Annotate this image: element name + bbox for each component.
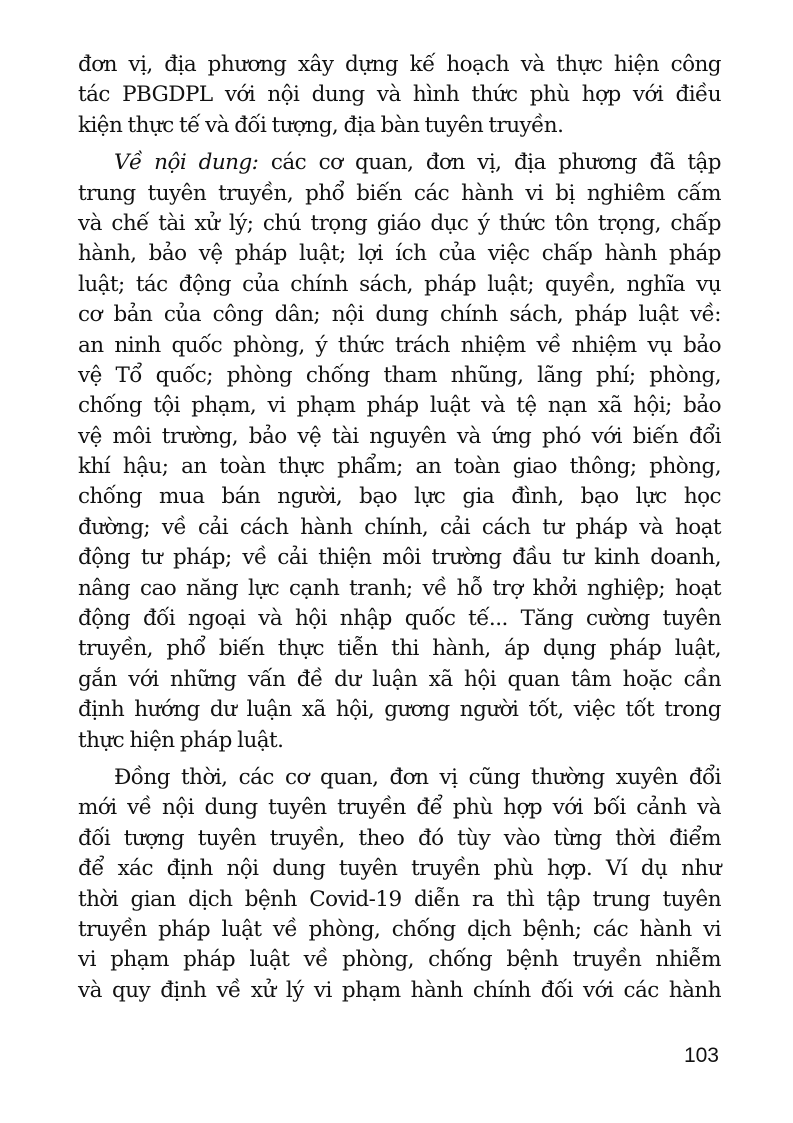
text-line: kiện thực tế và đối tượng, địa bàn tuyên truyền. bbox=[78, 112, 564, 138]
text-span: các cơ quan, đơn vị, địa phương đã tập bbox=[258, 150, 721, 176]
text-line: truyền pháp luật về phòng, chống dịch bệnh; các hành vi bbox=[78, 916, 721, 942]
text-line: trung tuyên truyền, phổ biến các hành vi bị nghiêm cấm bbox=[78, 180, 721, 206]
text-line: vệ môi trường, bảo vệ tài nguyên và ứng phó với biến đổi bbox=[78, 423, 721, 449]
text-line: để xác định nội dung tuyên truyền phù hợp. Ví dụ như bbox=[78, 856, 721, 882]
text-line: vi phạm pháp luật về phòng, chống bệnh truyền nhiễm bbox=[78, 947, 721, 973]
text-line: vệ Tổ quốc; phòng chống tham nhũng, lãng phí; phòng, bbox=[78, 362, 721, 388]
paragraph-2 bbox=[78, 148, 721, 756]
text-line: đường; về cải cách hành chính, cải cách tư pháp và hoạt bbox=[78, 514, 721, 540]
text-line: động đối ngoại và hội nhập quốc tế... Tăng cường tuyên bbox=[78, 606, 721, 632]
text-line: động tư pháp; về cải thiện môi trường đầu tư kinh doanh, bbox=[78, 545, 721, 571]
text-line: đơn vị, địa phương xây dựng kế hoạch và thực hiện công bbox=[78, 52, 721, 77]
text-line: cơ bản của công dân; nội dung chính sách, pháp luật về: bbox=[78, 302, 721, 328]
text-line: an ninh quốc phòng, ý thức trách nhiệm về nhiệm vụ bảo bbox=[78, 332, 721, 358]
text-line: và chế tài xử lý; chú trọng giáo dục ý thức tôn trọng, chấp bbox=[78, 210, 721, 236]
italic-heading: Về nội dung: bbox=[114, 150, 259, 176]
text-line: đối tượng tuyên truyền, theo đó tùy vào từng thời điểm bbox=[78, 825, 721, 851]
text-line: hành, bảo vệ pháp luật; lợi ích của việc chấp hành pháp bbox=[78, 241, 721, 267]
text-line: nâng cao năng lực cạnh tranh; về hỗ trợ khởi nghiệp; hoạt bbox=[78, 575, 721, 601]
text-line: thời gian dịch bệnh Covid-19 diễn ra thì tập trung tuyên bbox=[78, 886, 721, 912]
text-line: chống tội phạm, vi phạm pháp luật và tệ nạn xã hội; bảo bbox=[78, 393, 721, 419]
text-line: luật; tác động của chính sách, pháp luật; quyền, nghĩa vụ bbox=[78, 271, 721, 297]
text-line: và quy định về xử lý vi phạm hành chính đối với các hành bbox=[78, 977, 721, 1003]
paragraph-3 bbox=[78, 763, 721, 1006]
text-line: mới về nội dung tuyên truyền để phù hợp với bối cảnh và bbox=[78, 795, 721, 821]
text-line: truyền, phổ biến thực tiễn thi hành, áp dụng pháp luật, bbox=[78, 636, 721, 662]
text-line: chống mua bán người, bạo lực gia đình, bạo lực học bbox=[78, 484, 721, 510]
text-line: Đồng thời, các cơ quan, đơn vị cũng thường xuyên đổi bbox=[114, 764, 721, 790]
page-body bbox=[78, 50, 721, 1006]
text-line: gắn với những vấn đề dư luận xã hội quan tâm hoặc cần bbox=[78, 666, 721, 692]
text-line: tác PBGDPL với nội dung và hình thức phù hợp với điều bbox=[78, 82, 721, 108]
text-line: định hướng dư luận xã hội, gương người tốt, việc tốt trong bbox=[78, 697, 721, 723]
text-line: thực hiện pháp luật. bbox=[78, 727, 284, 753]
text-line bbox=[78, 148, 721, 178]
page-number: 103 bbox=[683, 1044, 719, 1067]
text-line: khí hậu; an toàn thực phẩm; an toàn giao thông; phòng, bbox=[78, 454, 721, 480]
paragraph-1 bbox=[78, 50, 721, 141]
